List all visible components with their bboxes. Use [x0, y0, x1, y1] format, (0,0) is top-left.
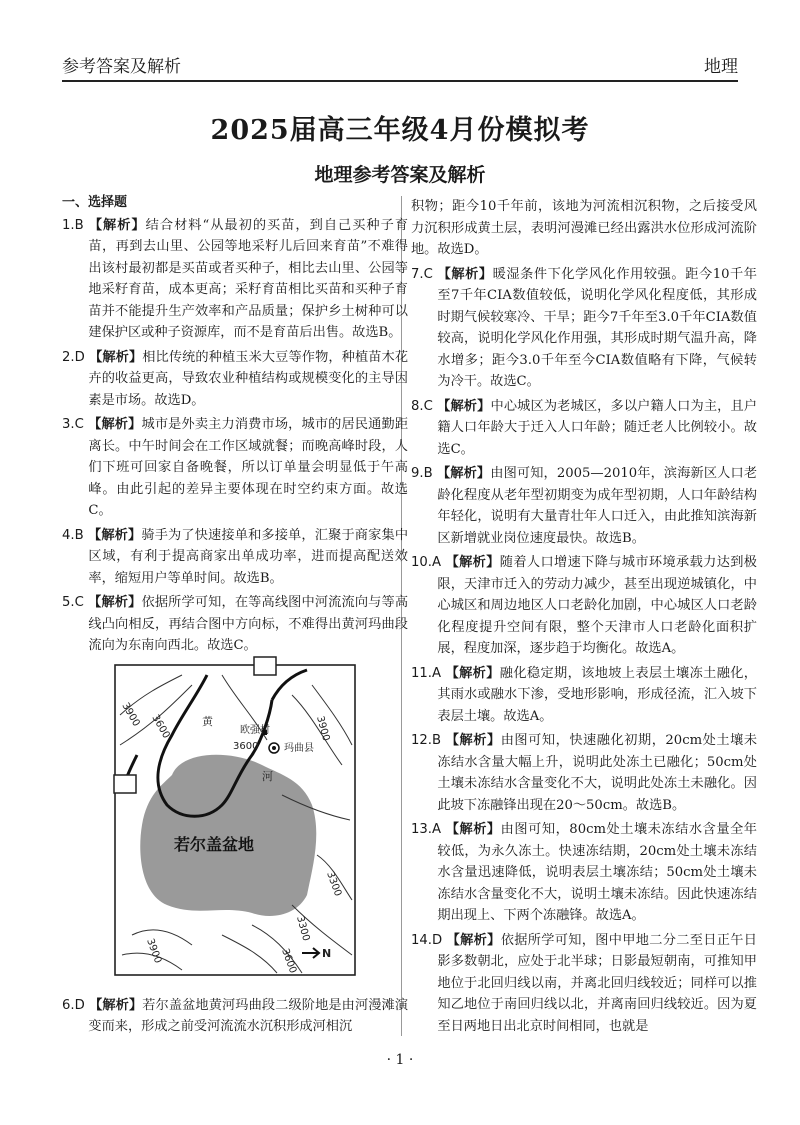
page-header: [62, 46, 738, 80]
answer-number: 7.C: [411, 266, 433, 282]
answer-item: [411, 730, 757, 816]
document-subtitle: 地理参考答案及解析: [314, 164, 486, 186]
contour-label: 3900: [314, 714, 332, 743]
analysis-tag: 【解析】: [436, 466, 491, 481]
document-title: 2025届高三年级4月份模拟考: [210, 115, 590, 146]
answer-text: 随着人口增速下降与城市环境承载力达到极限，天津市迁入的劳动力减少，甚至出现逆城镇化，中心城区和周边地区人口老龄化加剧，中心城区人口老龄化程度提升空间有限，整个天津市人口老龄化面积扩展，程度加深，逐步趋于均衡化。故选A。: [437, 555, 757, 656]
answer-text: 结合材料“从最初的买苗，到自己买种子育苗，再到去山里、公园等地采籽儿后回来育苗”不难得出该村最初都是买苗或者买种子，相比去山里、公园等地采籽育苗，成本更高；采籽育苗相比买苗和买种子育苗并不能提升生产效率和产品质量；保护乡土树种可以建保护区或种子资源库，而不是育苗后出售。故选B。: [88, 217, 409, 340]
village-label: 欧强村: [240, 725, 270, 736]
left-answer-list: [62, 215, 408, 657]
contour-map-figure: [112, 655, 358, 980]
answer-item: [411, 552, 757, 660]
analysis-tag: 【解析】: [89, 997, 143, 1013]
answer-text: 城市是外卖主力消费市场，城市的居民通勤距离长。中午时间会在工作区域就餐；而晚高峰时段，人们下班可回家自备晚餐，所以订单量会明显低于午高峰。由此引起的差异主要体现在时空约束方面。故选C。: [88, 417, 409, 518]
contour-label: 3600: [279, 947, 299, 975]
analysis-tag: 【解析】: [89, 349, 143, 365]
basin-label: 若尔盖盆地: [174, 835, 255, 854]
answer-item: [411, 396, 757, 461]
header-subject: 地理: [704, 57, 738, 77]
answer-item: [62, 525, 408, 590]
answer-text: 由图可知，2005—2010年，滨海新区人口老龄化程度从老年型初期变为成年型初期，人口年龄结构年轻化，说明有大量青壮年人口迁入，由此推知滨海新区新增就业岗位速度最快。故选B。: [437, 466, 758, 546]
analysis-tag: 【解析】: [88, 417, 142, 432]
answer-item: [411, 819, 757, 927]
contour-label: 3300: [324, 870, 344, 898]
right-column: [411, 196, 757, 1040]
answer-number: 10.A: [411, 555, 441, 570]
town-label: 玛曲县: [284, 743, 314, 754]
header-left-title: 参考答案及解析: [62, 57, 181, 77]
answer-item: [62, 995, 408, 1038]
answer-number: 11.A: [411, 665, 441, 681]
analysis-tag: 【解析】: [445, 822, 501, 837]
map-inset-box-left: [114, 775, 136, 793]
answer-number: 4.B: [62, 527, 84, 543]
answer-text: 由图可知，快速融化初期，20cm处土壤未冻结水含量大幅上升，说明此处冻土已融化；50cm处土壤未冻结水含量变化不大，说明此处冻土未融化。因此坡下冻融锋出现在20～50cm。故选B。: [437, 733, 758, 813]
answer-text: 依据所学可知，图中甲地二分二至日正午日影多数朝北，应处于北半球；日影最短朝南，可推知甲地位于北回归线以南，并离北回归线较近；同样可以推知乙地位于南回归线以北，并离南回归线较近。因为夏至日两地日出北京时间相同，也就是: [437, 932, 757, 1034]
analysis-tag: 【解析】: [88, 527, 142, 543]
map-inset-box-top: [254, 657, 276, 675]
analysis-tag: 【解析】: [437, 266, 493, 282]
answer-text: 中心城区为老城区，多以户籍人口为主，且户籍人口年龄大于迁入人口年龄；随迁老人比例较小。故选C。: [437, 398, 758, 457]
answer-text: 若尔盖盆地黄河玛曲段二级阶地是由河漫滩演变而来，形成之前受河流流水沉积形成河相沉: [88, 997, 409, 1034]
river-label-huang: 黄: [202, 715, 213, 728]
continued-paragraph: 积物；距今10千年前，该地为河流相沉积物，之后接受风力沉积形成黄土层，表明河漫滩已经出露洪水位形成河流阶地。故选D。: [411, 199, 757, 257]
answer-number: 12.B: [411, 733, 442, 748]
answer-item: [411, 930, 757, 1038]
answer-text: 融化稳定期，该地坡上表层土壤冻土融化，其雨水或融水下渗，受地形影响，形成径流，汇入坡下表层土壤。故选A。: [437, 665, 757, 724]
answer-number: 8.C: [411, 398, 433, 414]
answer-number: 6.D: [62, 997, 85, 1013]
answer-number: 1.B: [62, 217, 84, 233]
answer-number: 5.C: [62, 595, 84, 610]
answer-text: 由图可知，80cm处土壤未冻结水含量全年较低，为永久冻土。快速冻结期，20cm处土壤未冻结水含量迅速降低，说明表层土壤冻结；50cm处土壤未冻结水含量变化不大，说明土壤未冻结。因此快速冻结期出现上、下两个冻融锋。故选A。: [437, 822, 757, 923]
answer-number: 9.B: [411, 466, 433, 481]
analysis-tag: 【解析】: [88, 217, 146, 233]
answer-text: 骑手为了快速接单和多接单，汇聚于商家集中区域，有利于提高商家出单成功率，进而提高配送效率，缩短用户等单时间。故选B。: [88, 527, 409, 586]
answer-number: 14.D: [411, 932, 443, 948]
right-answer-list: [411, 264, 757, 1038]
answer-text: 相比传统的种植玉米大豆等作物，种植苗木花卉的收益更高，导致农业种植结构或规模变化的主导因素是市场。故选D。: [88, 349, 409, 408]
answer-number: 2.D: [62, 349, 85, 365]
answer-item: [411, 463, 757, 549]
answer-number: 3.C: [62, 417, 84, 432]
analysis-tag: 【解析】: [437, 398, 491, 414]
page-number: · 1 ·: [386, 1052, 414, 1068]
answer-item: [62, 414, 408, 522]
analysis-tag: 【解析】: [88, 595, 142, 610]
section-heading: 一、选择题: [62, 195, 128, 210]
answer-item: [62, 347, 408, 412]
answer-number: 13.A: [411, 822, 441, 837]
contour-label: 3600: [233, 741, 259, 752]
analysis-tag: 【解析】: [445, 555, 500, 570]
answer-item: [62, 215, 408, 344]
left-answer-list-continued: [62, 995, 408, 1038]
contour-label: 3900: [144, 937, 164, 965]
header-rule: [62, 80, 738, 82]
contour-label: 3600: [149, 713, 172, 741]
contour-label: 3300: [294, 914, 312, 943]
river-label-he: 河: [262, 770, 273, 783]
answer-text: 依据所学可知，在等高线图中河流流向与等高线凸向相反，再结合图中方向标，不难得出黄河玛曲段流向为东南向西北。故选C。: [88, 595, 409, 653]
analysis-tag: 【解析】: [445, 733, 501, 748]
answer-item: [411, 663, 757, 728]
answer-text: 暖湿条件下化学风化作用较强。距今10千年至7千年CIA数值较低，说明化学风化程度低，其形成时期气候较寒冷、干旱；距今7千年至3.0千年CIA数值较高，说明化学风化作用强，其形成时期气温升高，降水增多；距今3.0千年至今CIA数值略有下降，气候转为冷干。故选C。: [437, 266, 757, 389]
analysis-tag: 【解析】: [446, 932, 501, 948]
contour-map-svg: [112, 655, 358, 980]
town-marker-center: [272, 746, 276, 750]
answer-item: [62, 592, 408, 657]
north-label: N: [322, 947, 332, 960]
contour-label: 3900: [119, 701, 142, 729]
analysis-tag: 【解析】: [445, 665, 500, 681]
answer-item: [411, 264, 757, 393]
